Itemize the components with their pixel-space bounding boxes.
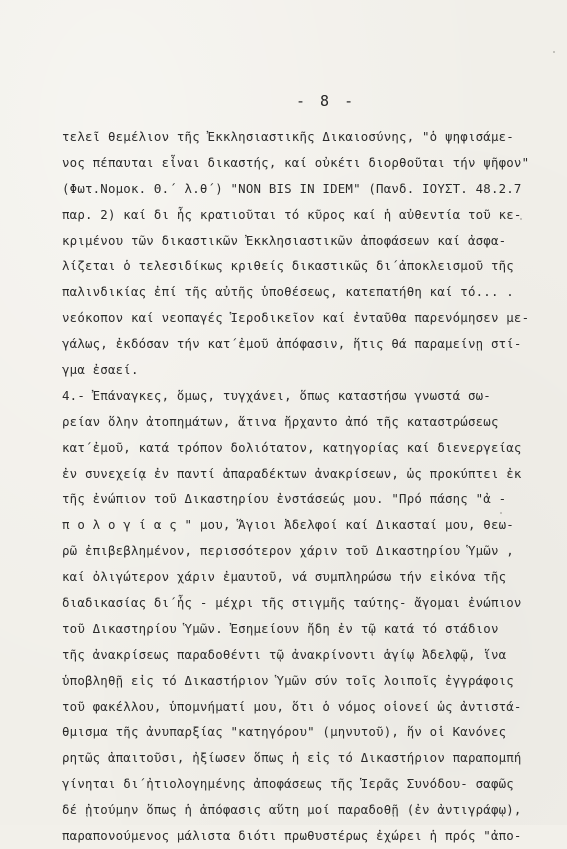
text-line: 4.- Ἐπάναγκες, ὅμως, τυγχάνει, ὅπως καταστήσω γνωστά σω- xyxy=(62,387,491,403)
paper-speck xyxy=(553,51,555,53)
text-line: τοῦ Δικαστηρίου Ὑμῶν. Ἐσημείουν ἤδη ἐν τῷ κατά τό στάδιον xyxy=(62,620,499,636)
text-line: τελεῖ θεμέλιον τῆς Ἐκκλησιαστικῆς Δικαιοσύνης, "ὁ ψηφισάμε- xyxy=(62,129,514,144)
paper-speck xyxy=(520,218,522,220)
text-line: τῆς ἐνώπιον τοῦ Δικαστηρίου ἐνστάσεώς μου. "Πρό πάσης "ἀ - xyxy=(62,491,507,507)
text-line: θμισμα τῆς ἀνυπαρξίας "κατηγόρου" (μηνυτοῦ), ἥν οἱ Κανόνες xyxy=(62,724,507,740)
text-line: νος πέπαυται εἶναι δικαστής, καί οὐκέτι διορθοῦται τήν ψῆφον" xyxy=(62,154,530,170)
text-line: νεόκοπον καί νεοπαγές Ἱεροδικεῖον καί ἐνταῦθα παρενόμησεν με- xyxy=(62,310,530,326)
text-line: ρείαν ὅλην ἀτοπημάτων, ἅτινα ἤρχαντο ἀπό τῆς καταστρώσεως xyxy=(62,413,499,429)
text-line: παλινδικίας ἐπί τῆς αὐτῆς ὑποθέσεως, κατεπατήθη καί τό... . xyxy=(62,284,514,300)
text-line: δέ ᾐτούμην ὅπως ἡ ἀπόφασις αὕτη μοί παραδοθῇ (ἐν ἀντιγράφῳ), xyxy=(62,802,522,818)
text-line: κριμένου τῶν δικαστικῶν Ἐκκλησιαστικῶν ἀποφάσεων καί ἀσφα- xyxy=(62,232,507,248)
text-line: ἐν συνεχείᾳ ἐν παντί ἀπαραδέκτων ἀνακρίσεων, ὡς προκύπτει ἐκ xyxy=(62,465,522,481)
text-line: ρῶ ἐπιβεβλημένον, περισσότερον χάριν τοῦ Δικαστηρίου Ὑμῶν , xyxy=(62,543,514,559)
text-line: παρ. 2) καί δι ἧς κρατιοῦται τό κῦρος καί ἡ αὐθεντία τοῦ κε- xyxy=(62,206,522,222)
body-text xyxy=(62,124,532,849)
paper-speck xyxy=(500,512,502,514)
text-line: κατ΄ἐμοῦ, κατά τρόπον δολιότατον, κατηγορίας καί διενεργείας xyxy=(62,439,522,455)
text-line: γίνηται δι΄ἠτιολογημένης ἀποφάσεως τῆς Ἱερᾶς Συνόδου- σαφῶς xyxy=(62,776,514,792)
text-line: (Φωτ.Νομοκ. Θ.΄ λ.θ΄) "NON BIS IN IDEM" (Πανδ. ΙΟΥΣΤ. 48.2.7 xyxy=(62,180,522,196)
page-number: - 8 - xyxy=(296,92,357,110)
text-line: γμα ἐσαεί. xyxy=(62,362,139,378)
text-line: τοῦ φακέλλου, ὑπομνήματί μου, ὅτι ὁ νόμος οἱονεί ὡς ἀντιστά- xyxy=(62,698,522,714)
text-line: καί ὀλιγώτερον χάριν ἐμαυτοῦ, νά συμπληρώσω τήν εἰκόνα τῆς xyxy=(62,569,507,585)
text-line: παραπονούμενος μάλιστα διότι πρωθυστέρως ἐχώρει ἡ πρός "ἀπο- xyxy=(62,828,522,844)
text-line: π ο λ ο γ ί α ς " μου, Ἅγιοι Ἀδελφοί καί Δικασταί μου, θεω- xyxy=(62,517,514,533)
text-line: ρητῶς ἀπαιτοῦσι, ἠξίωσεν ὅπως ἡ εἰς τό Δικαστήριον παραπομπή xyxy=(62,750,522,766)
text-line: λίζεται ὁ τελεσιδίκως κριθείς δικαστικῶς δι΄ἀποκλεισμοῦ τῆς xyxy=(62,258,514,274)
text-line: τῆς ἀνακρίσεως παραδοθέντι τῷ ἀνακρίνοντι ἁγίῳ Ἀδελφῷ, ἵνα xyxy=(62,646,507,662)
text-line: ὑποβληθῇ εἰς τό Δικαστήριον Ὑμῶν σύν τοῖς λοιποῖς ἐγγράφοις xyxy=(62,672,514,688)
text-line: γάλως, ἐκδόσαν τήν κατ΄ἐμοῦ ἀπόφασιν, ἥτις θά παραμείνῃ στί- xyxy=(62,336,522,352)
text-line: διαδικασίας δι΄ἧς - μέχρι τῆς στιγμῆς ταύτης- ἄγομαι ἐνώπιον xyxy=(62,595,522,611)
